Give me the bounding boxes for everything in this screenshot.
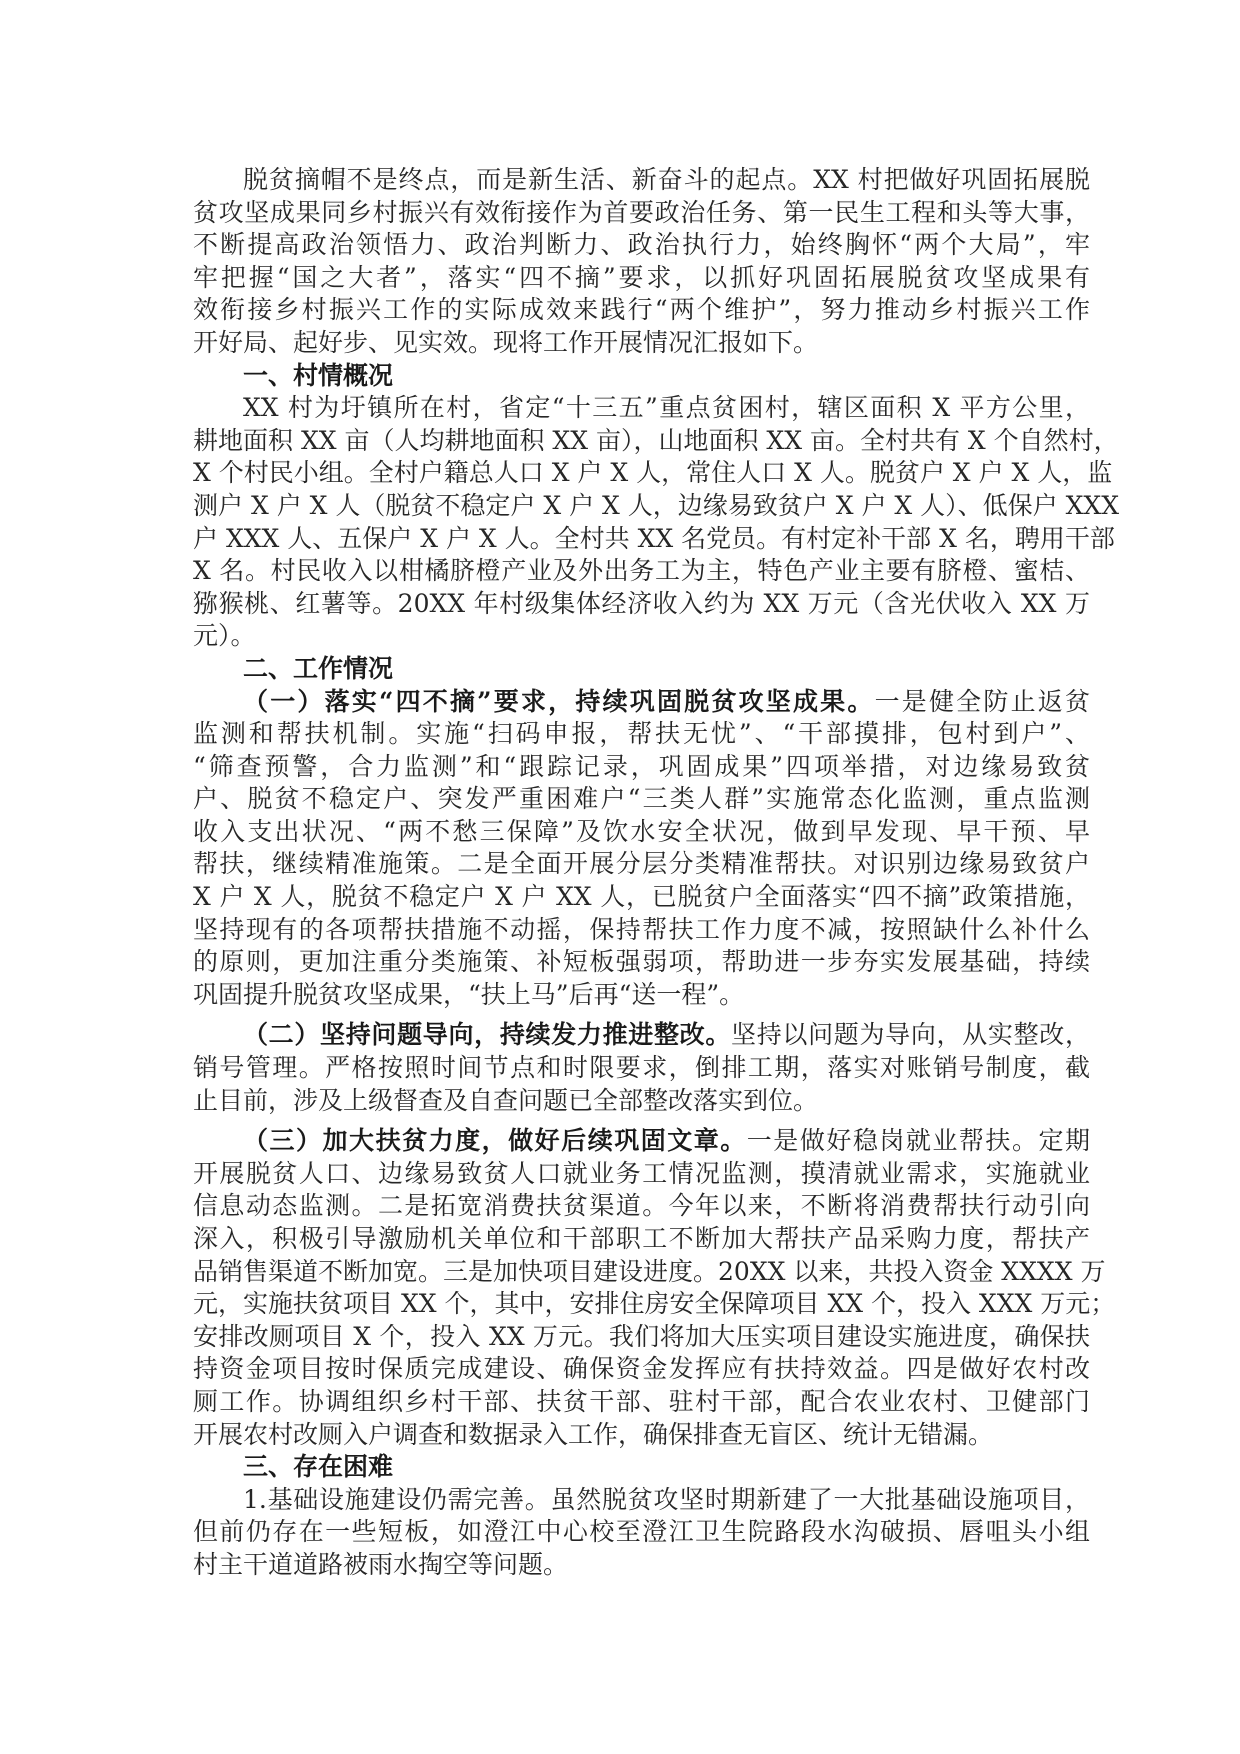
subsection-title: （二）坚持问题导向，持续发力推进整改。 xyxy=(243,1020,732,1050)
text-line: X 个村民小组。全村户籍总人口 X 户 X 人，常住人口 X 人。脱贫户 X 户 X 人，监 xyxy=(193,458,1113,488)
text-line: 不断提高政治领悟力、政治判断力、政治执行力，始终胸怀“两个大局”，牢 xyxy=(193,230,1090,260)
text-line: XX 村为圩镇所在村，省定“十三五”重点贫困村，辖区面积 X 平方公里， xyxy=(243,393,1090,423)
text-line: 脱贫摘帽不是终点，而是新生活、新奋斗的起点。XX 村把做好巩固拓展脱 xyxy=(243,165,1090,194)
text-line: 元）。 xyxy=(193,621,256,651)
text-line: 贫攻坚成果同乡村振兴有效衔接作为首要政治任务、第一民生工程和头等大事， xyxy=(193,197,1090,227)
section-heading: 三、存在困难 xyxy=(243,1452,394,1482)
text-line: 猕猴桃、红薯等。20XX 年村级集体经济收入约为 XX 万元（含光伏收入 XX 万 xyxy=(193,588,1090,618)
subsection-paragraph xyxy=(193,1125,1116,1451)
document-body xyxy=(193,164,1119,1582)
text-line: 耕地面积 XX 亩（人均耕地面积 XX 亩），山地面积 XX 亩。全村共有 X 个自然村， xyxy=(193,425,1119,455)
text-line: X 户 X 人，脱贫不稳定户 X 户 XX 人，已脱贫户全面落实“四不摘”政策措施， xyxy=(193,882,1090,912)
subsection-paragraph xyxy=(193,686,1090,1012)
text-line: 牢把握“国之大者”，落实“四不摘”要求，以抓好巩固拓展脱贫攻坚成果有 xyxy=(193,262,1090,292)
text-line xyxy=(193,686,1090,719)
text-line: 村主干道道路被雨水掏空等问题。 xyxy=(193,1549,569,1579)
text-line: 巩固提升脱贫攻坚成果，“扶上马”后再“送一程”。 xyxy=(193,979,745,1009)
paragraph xyxy=(193,164,1090,360)
text-line: 测户 X 户 X 人（脱贫不稳定户 X 户 X 人，边缘易致贫户 X 户 X 人）、低保户 XXX xyxy=(193,490,1119,520)
paragraph xyxy=(193,392,1119,653)
paragraph xyxy=(193,1484,1090,1582)
subsection-title: （三）加大扶贫力度，做好后续巩固文章。 xyxy=(243,1126,747,1156)
section-heading: 一、村情概况 xyxy=(243,360,394,390)
text-line-content: 一是健全防止返贫 xyxy=(874,686,1090,716)
text-line: 品销售渠道不断加宽。三是加快项目建设进度。20XX 以来，共投入资金 XXXX 万 xyxy=(193,1256,1106,1286)
text-line: 效衔接乡村振兴工作的实际成效来践行“两个维护”，努力推动乡村振兴工作 xyxy=(193,295,1090,325)
text-line: X 名。村民收入以柑橘脐橙产业及外出务工为主，特色产业主要有脐橙、蜜桔、 xyxy=(193,556,1090,586)
text-line: 止目前，涉及上级督查及自查问题已全部整改落实到位。 xyxy=(193,1085,819,1115)
text-line: 安排改厕项目 X 个，投入 XX 万元。我们将加大压实项目建设实施进度，确保扶 xyxy=(193,1321,1090,1351)
section-heading: 二、工作情况 xyxy=(243,653,394,683)
text-line: 销号管理。严格按照时间节点和时限要求，倒排工期，落实对账销号制度，截 xyxy=(193,1053,1090,1083)
text-line: “筛查预警，合力监测”和“跟踪记录，巩固成果”四项举措，对边缘易致贫 xyxy=(193,751,1090,781)
text-line: 户 XXX 人、五保户 X 户 X 人。全村共 XX 名党员。有村定补干部 X 名，聘用干部 xyxy=(193,523,1115,553)
subsection-title: （一）落实“四不摘”要求，持续巩固脱贫攻坚成果。 xyxy=(243,686,875,716)
subsection-paragraph xyxy=(193,1019,1090,1117)
text-line: 坚持现有的各项帮扶措施不动摇，保持帮扶工作力度不减，按照缺什么补什么 xyxy=(193,914,1090,944)
text-line: 的原则，更加注重分类施策、补短板强弱项，帮助进一步夯实发展基础，持续 xyxy=(193,947,1090,977)
text-line: 户、脱贫不稳定户、突发严重困难户“三类人群”实施常态化监测，重点监测 xyxy=(193,784,1090,814)
text-line: 厕工作。协调组织乡村干部、扶贫干部、驻村干部，配合农业农村、卫健部门 xyxy=(193,1386,1090,1416)
text-line: 但前仍存在一些短板，如澄江中心校至澄江卫生院路段水沟破损、唇咀头小组 xyxy=(193,1517,1090,1547)
text-line: 开好局、起好步、见实效。现将工作开展情况汇报如下。 xyxy=(193,327,819,357)
text-line xyxy=(193,1019,1090,1052)
text-line: 1.基础设施建设仍需完善。虽然脱贫攻坚时期新建了一大批基础设施项目， xyxy=(243,1484,1090,1514)
text-line-content: 一是做好稳岗就业帮扶。定期 xyxy=(746,1126,1090,1156)
text-line: 元，实施扶贫项目 XX 个，其中，安排住房安全保障项目 XX 个，投入 XXX 万元； xyxy=(193,1289,1116,1319)
text-line-content: 坚持以问题为导向，从实整改， xyxy=(731,1020,1090,1050)
text-line: 监测和帮扶机制。实施“扫码申报，帮扶无忧”、“干部摸排，包村到户”、 xyxy=(193,719,1090,749)
text-line xyxy=(193,1125,1090,1158)
text-line: 开展农村改厕入户调查和数据录入工作，确保排查无盲区、统计无错漏。 xyxy=(193,1419,994,1449)
text-line: 帮扶，继续精准施策。二是全面开展分层分类精准帮扶。对识别边缘易致贫户 xyxy=(193,849,1090,879)
text-line: 深入，积极引导激励机关单位和干部职工不断加大帮扶产品采购力度，帮扶产 xyxy=(193,1224,1090,1253)
text-line: 持资金项目按时保质完成建设、确保资金发挥应有扶持效益。四是做好农村改 xyxy=(193,1354,1090,1384)
text-line: 信息动态监测。二是拓宽消费扶贫渠道。今年以来，不断将消费帮扶行动引向 xyxy=(193,1191,1090,1221)
text-line: 收入支出状况、“两不愁三保障”及饮水安全状况，做到早发现、早干预、早 xyxy=(193,816,1090,846)
text-line: 开展脱贫人口、边缘易致贫人口就业务工情况监测，摸清就业需求，实施就业 xyxy=(193,1158,1090,1188)
